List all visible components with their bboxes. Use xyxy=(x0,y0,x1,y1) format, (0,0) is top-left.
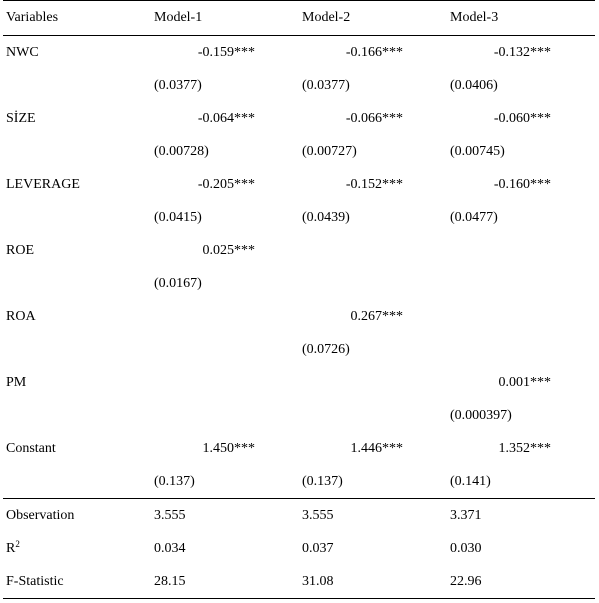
coef-cell: -0.160*** xyxy=(493,176,551,192)
coef-cell xyxy=(447,234,595,267)
row-label xyxy=(3,532,151,565)
coef-cell: -0.060*** xyxy=(493,110,551,126)
row-label: NWC xyxy=(6,44,39,60)
se-cell: (0.0406) xyxy=(450,77,498,93)
row-pm-coef xyxy=(3,366,595,399)
se-cell: (0.000397) xyxy=(450,407,512,423)
stat-cell: 0.034 xyxy=(154,540,186,556)
row-label: PM xyxy=(6,374,27,390)
se-cell: (0.141) xyxy=(450,473,491,489)
r2-superscript: 2 xyxy=(15,538,20,549)
stat-cell: 0.030 xyxy=(450,540,482,556)
se-cell xyxy=(299,399,447,432)
coef-cell: 0.267*** xyxy=(350,308,403,324)
coef-cell: 1.450*** xyxy=(202,440,255,456)
stat-cell: 3.555 xyxy=(299,499,447,533)
row-leverage-coef xyxy=(3,168,595,201)
se-cell xyxy=(299,267,447,300)
stat-cell: 22.96 xyxy=(447,565,595,599)
coef-cell xyxy=(299,234,447,267)
coef-cell: -0.152*** xyxy=(345,176,403,192)
header-model-1: Model-1 xyxy=(151,1,299,36)
coef-cell: -0.205*** xyxy=(197,176,255,192)
se-cell xyxy=(151,333,299,366)
row-f-statistic xyxy=(3,565,595,599)
header-model-2: Model-2 xyxy=(299,1,447,36)
header-model-3: Model-3 xyxy=(447,1,595,36)
row-constant-se xyxy=(3,465,595,499)
row-nwc-coef xyxy=(3,36,595,70)
coef-cell xyxy=(299,366,447,399)
se-cell xyxy=(151,399,299,432)
row-label: SİZE xyxy=(6,110,36,126)
row-pm-se xyxy=(3,399,595,432)
se-cell: (0.0377) xyxy=(154,77,202,93)
se-cell xyxy=(447,333,595,366)
row-r-squared xyxy=(3,532,595,565)
regression-table xyxy=(3,0,595,599)
r2-label: R xyxy=(6,540,16,556)
se-cell xyxy=(447,267,595,300)
row-label: ROE xyxy=(6,242,34,258)
row-label: Observation xyxy=(3,499,151,533)
row-constant-coef xyxy=(3,432,595,465)
row-nwc-se xyxy=(3,69,595,102)
coef-cell: -0.166*** xyxy=(345,44,403,60)
coef-cell xyxy=(447,300,595,333)
coef-cell: -0.066*** xyxy=(345,110,403,126)
row-observation xyxy=(3,499,595,533)
coef-cell xyxy=(151,300,299,333)
se-cell: (0.00745) xyxy=(450,143,505,159)
row-size-se xyxy=(3,135,595,168)
stat-cell: 3.555 xyxy=(151,499,299,533)
table-header-row xyxy=(3,1,595,36)
se-cell: (0.00728) xyxy=(154,143,209,159)
coef-cell: 1.352*** xyxy=(498,440,551,456)
se-cell: (0.0439) xyxy=(302,209,350,225)
coef-cell: 0.025*** xyxy=(202,242,255,258)
row-label: F-Statistic xyxy=(3,565,151,599)
row-size-coef xyxy=(3,102,595,135)
regression-table-container xyxy=(3,0,595,599)
coef-cell: 1.446*** xyxy=(350,440,403,456)
coef-cell xyxy=(151,366,299,399)
stat-cell: 3.371 xyxy=(447,499,595,533)
row-roe-se xyxy=(3,267,595,300)
header-variables: Variables xyxy=(3,1,151,36)
row-roa-se xyxy=(3,333,595,366)
se-cell: (0.0415) xyxy=(154,209,202,225)
coef-cell: -0.064*** xyxy=(197,110,255,126)
stat-cell: 0.037 xyxy=(302,540,334,556)
coef-cell: 0.001*** xyxy=(498,374,551,390)
coef-cell: -0.159*** xyxy=(197,44,255,60)
row-label: LEVERAGE xyxy=(6,176,80,192)
se-cell: (0.0377) xyxy=(302,77,350,93)
se-cell: (0.00727) xyxy=(302,143,357,159)
se-cell: (0.137) xyxy=(154,473,195,489)
se-cell: (0.137) xyxy=(302,473,343,489)
se-cell: (0.0477) xyxy=(450,209,498,225)
row-label: ROA xyxy=(6,308,36,324)
row-leverage-se xyxy=(3,201,595,234)
row-roa-coef xyxy=(3,300,595,333)
coef-cell: -0.132*** xyxy=(493,44,551,60)
stat-cell: 28.15 xyxy=(151,565,299,599)
se-cell: (0.0167) xyxy=(154,275,202,291)
row-roe-coef xyxy=(3,234,595,267)
row-label: Constant xyxy=(6,440,56,456)
stat-cell: 31.08 xyxy=(299,565,447,599)
se-cell: (0.0726) xyxy=(302,341,350,357)
